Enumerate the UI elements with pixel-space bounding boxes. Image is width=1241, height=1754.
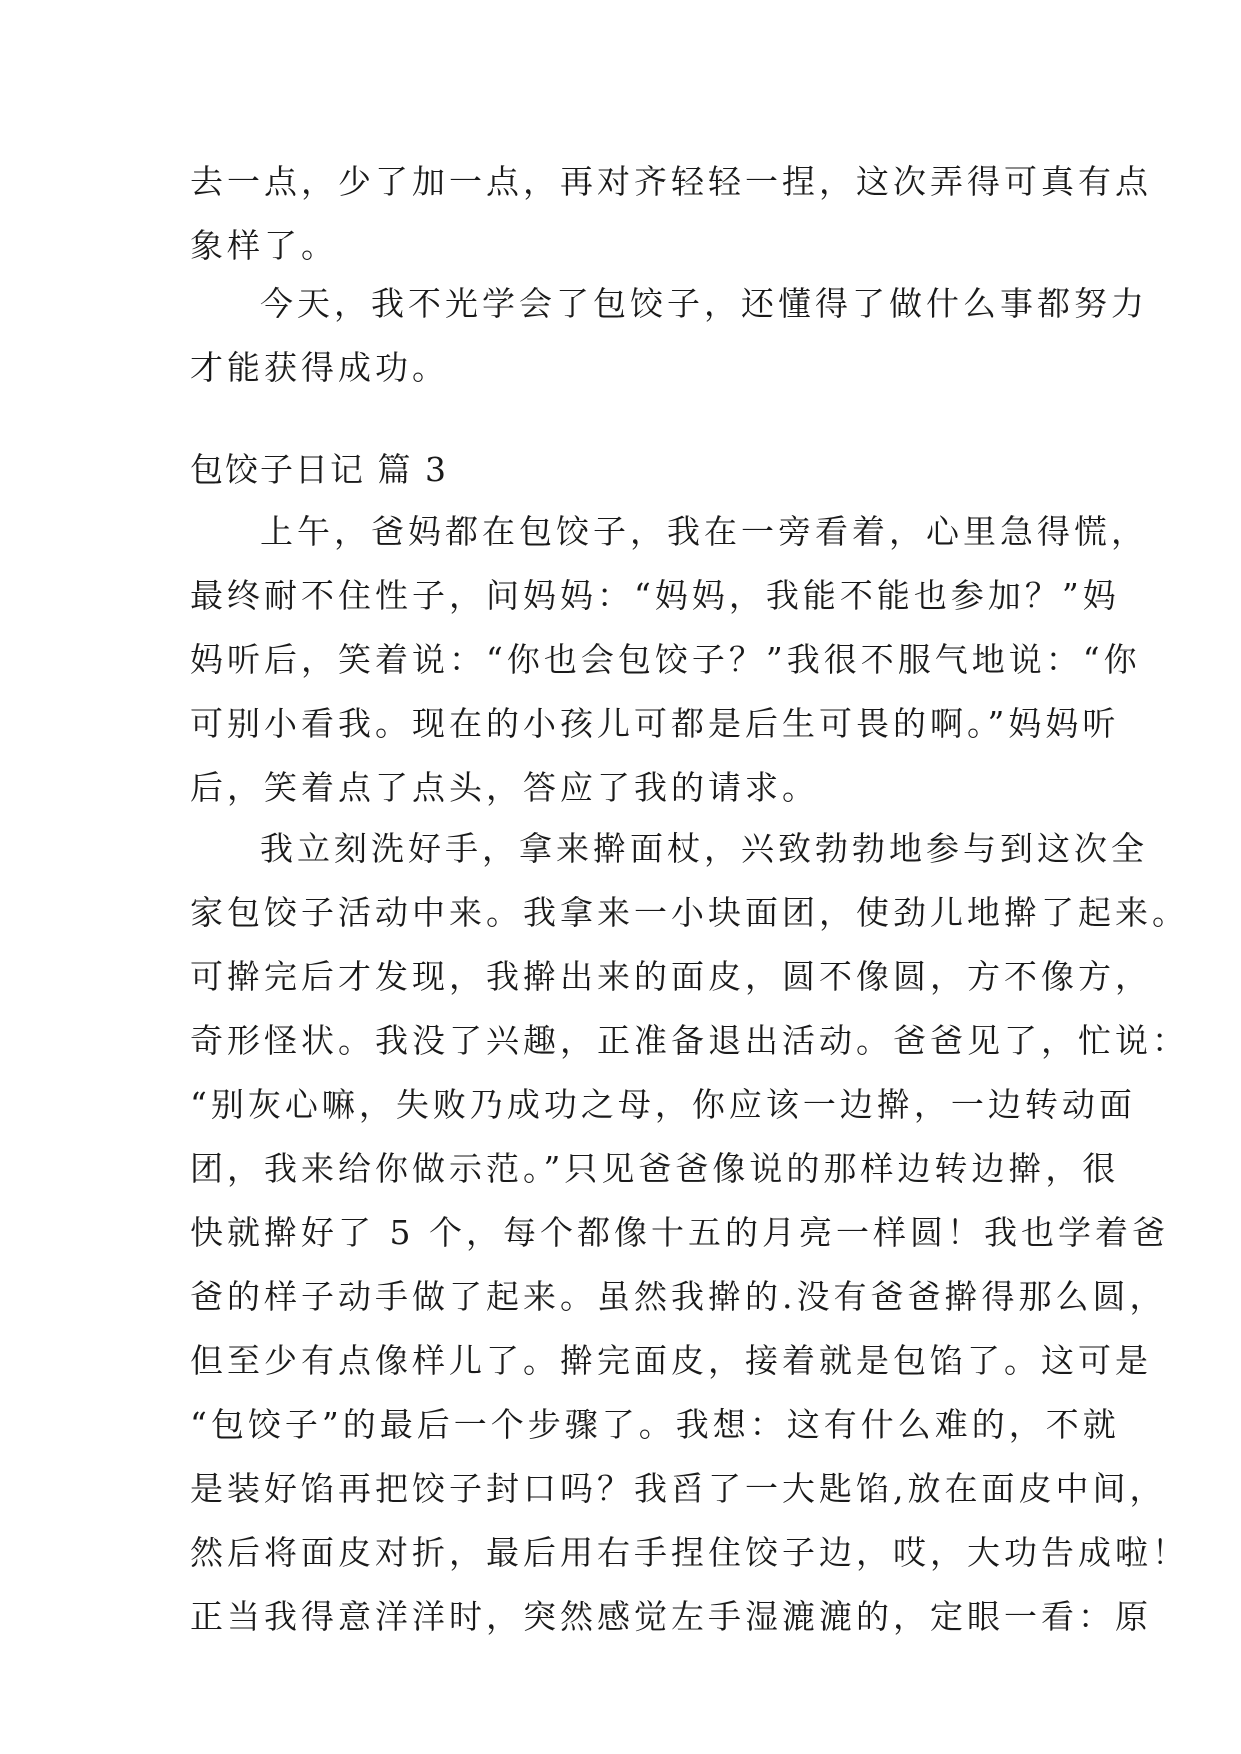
text-line: 后，笑着点了点头，答应了我的请求。	[190, 768, 819, 807]
text-line: 可别小看我。现在的小孩儿可都是后生可畏的啊。”妈妈听	[190, 704, 1120, 743]
text-line: 然后将面皮对折，最后用右手捏住饺子边，哎，大功告成啦！	[190, 1533, 1189, 1572]
text-line: “别灰心嘛，失败乃成功之母，你应该一边擀，一边转动面	[190, 1085, 1136, 1124]
paragraph-today	[190, 272, 1148, 400]
text-line: 爸的样子动手做了起来。虽然我擀的.没有爸爸擀得那么圆，	[190, 1277, 1167, 1316]
text-line: 妈听后，笑着说：“你也会包饺子？”我很不服气地说：“你	[190, 640, 1141, 679]
text-line: “包饺子”的最后一个步骤了。我想：这有什么难的，不就	[190, 1405, 1120, 1444]
text-line: 最终耐不住性子，问妈妈：“妈妈，我能不能也参加？”妈	[190, 576, 1120, 615]
paragraph-rolling	[190, 817, 1189, 1649]
text-line: 正当我得意洋洋时，突然感觉左手湿漉漉的，定眼一看：原	[190, 1597, 1152, 1636]
section-heading	[190, 438, 1060, 502]
paragraph-continued	[190, 150, 1152, 278]
text-line: 家包饺子活动中来。我拿来一小块面团，使劲儿地擀了起来。	[190, 893, 1189, 932]
text-line: 今天，我不光学会了包饺子，还懂得了做什么事都努力	[260, 284, 1148, 323]
text-line: 去一点，少了加一点，再对齐轻轻一捏，这次弄得可真有点	[190, 162, 1152, 201]
text-line: 奇形怪状。我没了兴趣，正准备退出活动。爸爸见了，忙说：	[190, 1021, 1189, 1060]
text-line: 是装好馅再把饺子封口吗？我舀了一大匙馅,放在面皮中间，	[190, 1469, 1167, 1508]
text-line: 可擀完后才发现，我擀出来的面皮，圆不像圆，方不像方，	[190, 957, 1152, 996]
text-line: 但至少有点像样儿了。擀完面皮，接着就是包馅了。这可是	[190, 1341, 1152, 1380]
text-line: 象样了。	[190, 226, 338, 265]
text-line: 快就擀好了 5 个，每个都像十五的月亮一样圆！我也学着爸	[190, 1213, 1169, 1252]
text-line: 上午，爸妈都在包饺子，我在一旁看着，心里急得慌，	[260, 512, 1148, 551]
paragraph-morning	[190, 500, 1148, 820]
text-line: 团，我来给你做示范。”只见爸爸像说的那样边转边擀，很	[190, 1149, 1120, 1188]
heading-text: 包饺子日记 篇 3	[190, 450, 448, 489]
text-line: 我立刻洗好手，拿来擀面杖，兴致勃勃地参与到这次全	[260, 829, 1148, 868]
text-line: 才能获得成功。	[190, 348, 449, 387]
